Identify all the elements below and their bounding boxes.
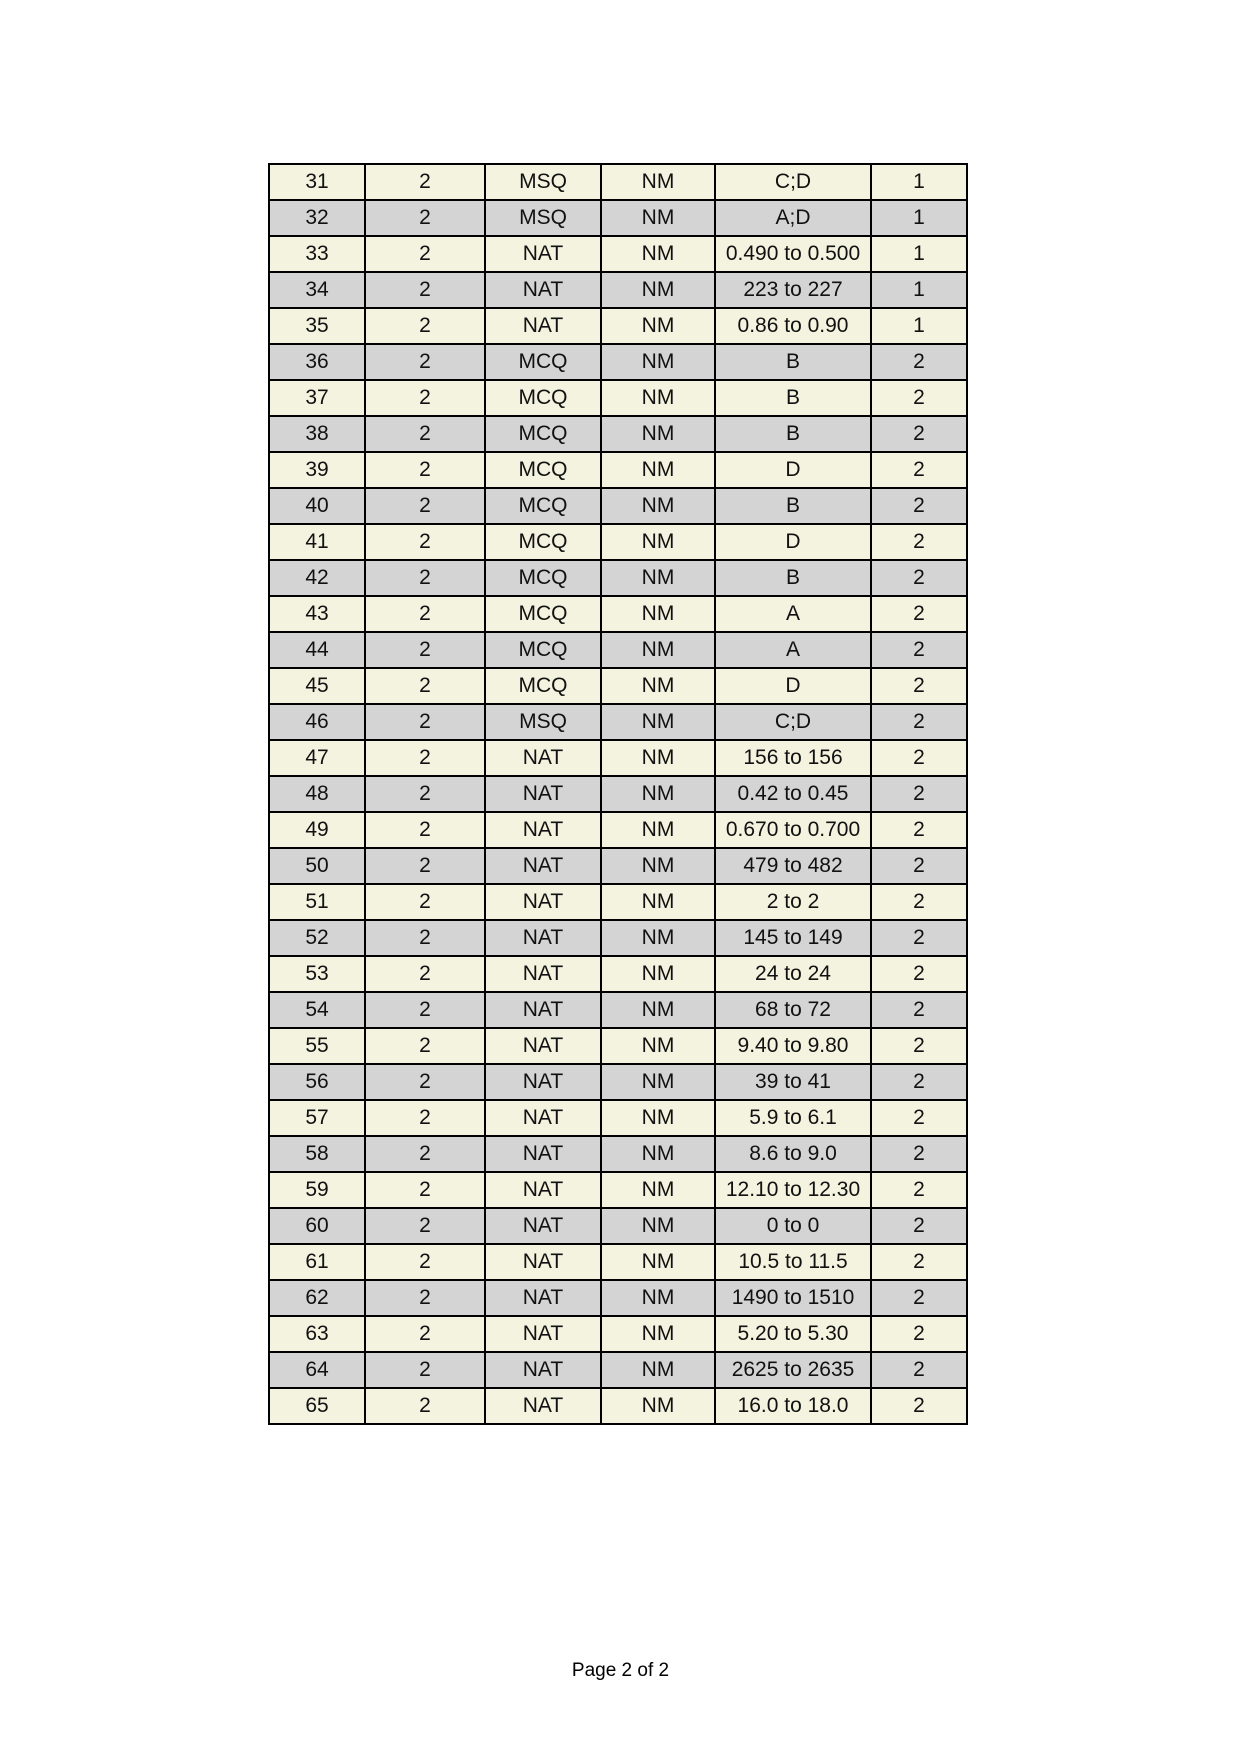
section-cell: NM	[601, 884, 715, 920]
marks-cell: 2	[871, 704, 967, 740]
marks-cell: 2	[871, 1316, 967, 1352]
session-cell: 2	[365, 1244, 485, 1280]
question-number-cell: 43	[269, 596, 365, 632]
table-row	[269, 740, 967, 776]
answer-key-cell: 479 to 482	[715, 848, 871, 884]
session-cell: 2	[365, 344, 485, 380]
table-row	[269, 596, 967, 632]
marks-cell: 2	[871, 884, 967, 920]
question-number-cell: 59	[269, 1172, 365, 1208]
session-cell: 2	[365, 1280, 485, 1316]
answer-key-cell: 16.0 to 18.0	[715, 1388, 871, 1424]
session-cell: 2	[365, 452, 485, 488]
question-number-cell: 47	[269, 740, 365, 776]
answer-key-cell: C;D	[715, 164, 871, 200]
section-cell: NM	[601, 1100, 715, 1136]
answer-key-cell: 8.6 to 9.0	[715, 1136, 871, 1172]
section-cell: NM	[601, 308, 715, 344]
answer-key-cell: 0.86 to 0.90	[715, 308, 871, 344]
table-row	[269, 668, 967, 704]
section-cell: NM	[601, 776, 715, 812]
question-number-cell: 45	[269, 668, 365, 704]
session-cell: 2	[365, 596, 485, 632]
marks-cell: 2	[871, 1172, 967, 1208]
question-type-cell: MCQ	[485, 596, 601, 632]
session-cell: 2	[365, 1064, 485, 1100]
session-cell: 2	[365, 1100, 485, 1136]
marks-cell: 1	[871, 200, 967, 236]
question-type-cell: MCQ	[485, 380, 601, 416]
section-cell: NM	[601, 1244, 715, 1280]
question-type-cell: NAT	[485, 776, 601, 812]
answer-key-cell: 0.490 to 0.500	[715, 236, 871, 272]
table-row	[269, 308, 967, 344]
question-number-cell: 61	[269, 1244, 365, 1280]
session-cell: 2	[365, 848, 485, 884]
question-number-cell: 48	[269, 776, 365, 812]
answer-key-cell: B	[715, 488, 871, 524]
marks-cell: 2	[871, 596, 967, 632]
table-row	[269, 1280, 967, 1316]
section-cell: NM	[601, 416, 715, 452]
table-row	[269, 1100, 967, 1136]
marks-cell: 2	[871, 740, 967, 776]
marks-cell: 2	[871, 920, 967, 956]
question-number-cell: 34	[269, 272, 365, 308]
section-cell: NM	[601, 560, 715, 596]
table-row	[269, 1064, 967, 1100]
table-row	[269, 236, 967, 272]
answer-key-cell: 0.670 to 0.700	[715, 812, 871, 848]
table-row	[269, 1172, 967, 1208]
session-cell: 2	[365, 740, 485, 776]
question-type-cell: NAT	[485, 1316, 601, 1352]
marks-cell: 1	[871, 164, 967, 200]
question-number-cell: 54	[269, 992, 365, 1028]
table-row	[269, 416, 967, 452]
marks-cell: 1	[871, 272, 967, 308]
answer-key-cell: 5.9 to 6.1	[715, 1100, 871, 1136]
question-type-cell: NAT	[485, 848, 601, 884]
section-cell: NM	[601, 1280, 715, 1316]
question-type-cell: MCQ	[485, 452, 601, 488]
session-cell: 2	[365, 1208, 485, 1244]
question-type-cell: NAT	[485, 1100, 601, 1136]
section-cell: NM	[601, 992, 715, 1028]
question-type-cell: MSQ	[485, 704, 601, 740]
question-number-cell: 38	[269, 416, 365, 452]
question-number-cell: 36	[269, 344, 365, 380]
session-cell: 2	[365, 380, 485, 416]
section-cell: NM	[601, 236, 715, 272]
question-type-cell: NAT	[485, 1244, 601, 1280]
section-cell: NM	[601, 812, 715, 848]
answer-key-cell: 223 to 227	[715, 272, 871, 308]
question-type-cell: NAT	[485, 1208, 601, 1244]
table-row	[269, 200, 967, 236]
section-cell: NM	[601, 1316, 715, 1352]
session-cell: 2	[365, 308, 485, 344]
section-cell: NM	[601, 1388, 715, 1424]
marks-cell: 2	[871, 1064, 967, 1100]
question-number-cell: 64	[269, 1352, 365, 1388]
question-number-cell: 52	[269, 920, 365, 956]
session-cell: 2	[365, 524, 485, 560]
answer-key-cell: A	[715, 596, 871, 632]
session-cell: 2	[365, 812, 485, 848]
marks-cell: 2	[871, 452, 967, 488]
question-type-cell: NAT	[485, 740, 601, 776]
marks-cell: 2	[871, 632, 967, 668]
question-number-cell: 50	[269, 848, 365, 884]
question-number-cell: 56	[269, 1064, 365, 1100]
answer-key-cell: 145 to 149	[715, 920, 871, 956]
section-cell: NM	[601, 200, 715, 236]
table-row	[269, 524, 967, 560]
answer-key-cell: 5.20 to 5.30	[715, 1316, 871, 1352]
section-cell: NM	[601, 344, 715, 380]
question-type-cell: NAT	[485, 1064, 601, 1100]
table-row	[269, 1316, 967, 1352]
marks-cell: 2	[871, 776, 967, 812]
table-row	[269, 920, 967, 956]
session-cell: 2	[365, 1172, 485, 1208]
session-cell: 2	[365, 884, 485, 920]
marks-cell: 1	[871, 308, 967, 344]
session-cell: 2	[365, 1352, 485, 1388]
session-cell: 2	[365, 200, 485, 236]
table-row	[269, 1208, 967, 1244]
table-row	[269, 776, 967, 812]
answer-key-cell: B	[715, 344, 871, 380]
section-cell: NM	[601, 272, 715, 308]
answer-key-cell: 2 to 2	[715, 884, 871, 920]
question-type-cell: MCQ	[485, 416, 601, 452]
question-number-cell: 32	[269, 200, 365, 236]
question-number-cell: 49	[269, 812, 365, 848]
question-number-cell: 63	[269, 1316, 365, 1352]
marks-cell: 2	[871, 1388, 967, 1424]
session-cell: 2	[365, 1316, 485, 1352]
session-cell: 2	[365, 1028, 485, 1064]
question-type-cell: NAT	[485, 884, 601, 920]
question-number-cell: 58	[269, 1136, 365, 1172]
table-row	[269, 1388, 967, 1424]
question-number-cell: 41	[269, 524, 365, 560]
section-cell: NM	[601, 704, 715, 740]
table-row	[269, 884, 967, 920]
section-cell: NM	[601, 920, 715, 956]
marks-cell: 2	[871, 1244, 967, 1280]
marks-cell: 2	[871, 812, 967, 848]
answer-key-cell: 156 to 156	[715, 740, 871, 776]
question-type-cell: NAT	[485, 1028, 601, 1064]
marks-cell: 2	[871, 848, 967, 884]
answer-key-cell: 68 to 72	[715, 992, 871, 1028]
section-cell: NM	[601, 596, 715, 632]
marks-cell: 2	[871, 380, 967, 416]
marks-cell: 2	[871, 1208, 967, 1244]
question-type-cell: MCQ	[485, 668, 601, 704]
session-cell: 2	[365, 776, 485, 812]
question-type-cell: NAT	[485, 1172, 601, 1208]
question-number-cell: 37	[269, 380, 365, 416]
table-row	[269, 488, 967, 524]
session-cell: 2	[365, 1388, 485, 1424]
question-type-cell: NAT	[485, 1352, 601, 1388]
answer-key-cell: D	[715, 524, 871, 560]
table-row	[269, 812, 967, 848]
question-type-cell: MSQ	[485, 200, 601, 236]
session-cell: 2	[365, 560, 485, 596]
marks-cell: 2	[871, 1136, 967, 1172]
question-type-cell: MSQ	[485, 164, 601, 200]
marks-cell: 2	[871, 1280, 967, 1316]
section-cell: NM	[601, 956, 715, 992]
table-row	[269, 1244, 967, 1280]
answer-key-table-body	[269, 164, 967, 1424]
marks-cell: 2	[871, 1100, 967, 1136]
section-cell: NM	[601, 632, 715, 668]
section-cell: NM	[601, 668, 715, 704]
session-cell: 2	[365, 992, 485, 1028]
table-row	[269, 848, 967, 884]
question-type-cell: MCQ	[485, 344, 601, 380]
session-cell: 2	[365, 920, 485, 956]
section-cell: NM	[601, 1208, 715, 1244]
marks-cell: 2	[871, 416, 967, 452]
section-cell: NM	[601, 1028, 715, 1064]
question-number-cell: 60	[269, 1208, 365, 1244]
table-row	[269, 704, 967, 740]
question-type-cell: NAT	[485, 308, 601, 344]
marks-cell: 2	[871, 992, 967, 1028]
question-number-cell: 40	[269, 488, 365, 524]
session-cell: 2	[365, 704, 485, 740]
session-cell: 2	[365, 488, 485, 524]
table-row	[269, 632, 967, 668]
question-number-cell: 44	[269, 632, 365, 668]
question-number-cell: 62	[269, 1280, 365, 1316]
session-cell: 2	[365, 632, 485, 668]
table-row	[269, 1352, 967, 1388]
section-cell: NM	[601, 1064, 715, 1100]
table-row	[269, 560, 967, 596]
section-cell: NM	[601, 1172, 715, 1208]
marks-cell: 2	[871, 1352, 967, 1388]
question-type-cell: MCQ	[485, 632, 601, 668]
question-type-cell: NAT	[485, 1388, 601, 1424]
question-number-cell: 39	[269, 452, 365, 488]
table-row	[269, 1136, 967, 1172]
answer-key-cell: A	[715, 632, 871, 668]
question-type-cell: MCQ	[485, 560, 601, 596]
question-number-cell: 55	[269, 1028, 365, 1064]
answer-key-cell: C;D	[715, 704, 871, 740]
marks-cell: 2	[871, 488, 967, 524]
marks-cell: 2	[871, 956, 967, 992]
section-cell: NM	[601, 164, 715, 200]
page-number: Page 2 of 2	[571, 1660, 670, 1681]
answer-key-cell: 24 to 24	[715, 956, 871, 992]
session-cell: 2	[365, 272, 485, 308]
session-cell: 2	[365, 236, 485, 272]
question-type-cell: NAT	[485, 236, 601, 272]
question-number-cell: 57	[269, 1100, 365, 1136]
section-cell: NM	[601, 1352, 715, 1388]
table-row	[269, 956, 967, 992]
table-row	[269, 380, 967, 416]
answer-key-cell: B	[715, 380, 871, 416]
table-row	[269, 1028, 967, 1064]
section-cell: NM	[601, 452, 715, 488]
marks-cell: 2	[871, 560, 967, 596]
answer-key-cell: A;D	[715, 200, 871, 236]
table-row	[269, 344, 967, 380]
answer-key-cell: 39 to 41	[715, 1064, 871, 1100]
question-number-cell: 33	[269, 236, 365, 272]
session-cell: 2	[365, 668, 485, 704]
question-number-cell: 53	[269, 956, 365, 992]
session-cell: 2	[365, 956, 485, 992]
session-cell: 2	[365, 164, 485, 200]
answer-key-cell: 1490 to 1510	[715, 1280, 871, 1316]
section-cell: NM	[601, 488, 715, 524]
table-row	[269, 164, 967, 200]
answer-key-cell: 2625 to 2635	[715, 1352, 871, 1388]
marks-cell: 2	[871, 1028, 967, 1064]
answer-key-cell: D	[715, 668, 871, 704]
question-type-cell: NAT	[485, 956, 601, 992]
answer-key-cell: B	[715, 560, 871, 596]
answer-key-cell: D	[715, 452, 871, 488]
marks-cell: 1	[871, 236, 967, 272]
answer-key-cell: 12.10 to 12.30	[715, 1172, 871, 1208]
question-number-cell: 65	[269, 1388, 365, 1424]
question-type-cell: NAT	[485, 1136, 601, 1172]
section-cell: NM	[601, 740, 715, 776]
section-cell: NM	[601, 524, 715, 560]
section-cell: NM	[601, 848, 715, 884]
question-type-cell: MCQ	[485, 488, 601, 524]
question-type-cell: NAT	[485, 272, 601, 308]
question-number-cell: 31	[269, 164, 365, 200]
question-type-cell: NAT	[485, 812, 601, 848]
session-cell: 2	[365, 416, 485, 452]
answer-key-cell: 0.42 to 0.45	[715, 776, 871, 812]
table-row	[269, 272, 967, 308]
marks-cell: 2	[871, 524, 967, 560]
answer-key-cell: 9.40 to 9.80	[715, 1028, 871, 1064]
session-cell: 2	[365, 1136, 485, 1172]
answer-key-cell: 0 to 0	[715, 1208, 871, 1244]
marks-cell: 2	[871, 344, 967, 380]
question-number-cell: 42	[269, 560, 365, 596]
question-type-cell: NAT	[485, 1280, 601, 1316]
question-number-cell: 46	[269, 704, 365, 740]
table-row	[269, 452, 967, 488]
question-type-cell: MCQ	[485, 524, 601, 560]
question-type-cell: NAT	[485, 920, 601, 956]
question-type-cell: NAT	[485, 992, 601, 1028]
table-row	[269, 992, 967, 1028]
marks-cell: 2	[871, 668, 967, 704]
answer-key-cell: 10.5 to 11.5	[715, 1244, 871, 1280]
answer-key-cell: B	[715, 416, 871, 452]
answer-key-table	[268, 163, 968, 1425]
question-number-cell: 35	[269, 308, 365, 344]
section-cell: NM	[601, 1136, 715, 1172]
question-number-cell: 51	[269, 884, 365, 920]
section-cell: NM	[601, 380, 715, 416]
